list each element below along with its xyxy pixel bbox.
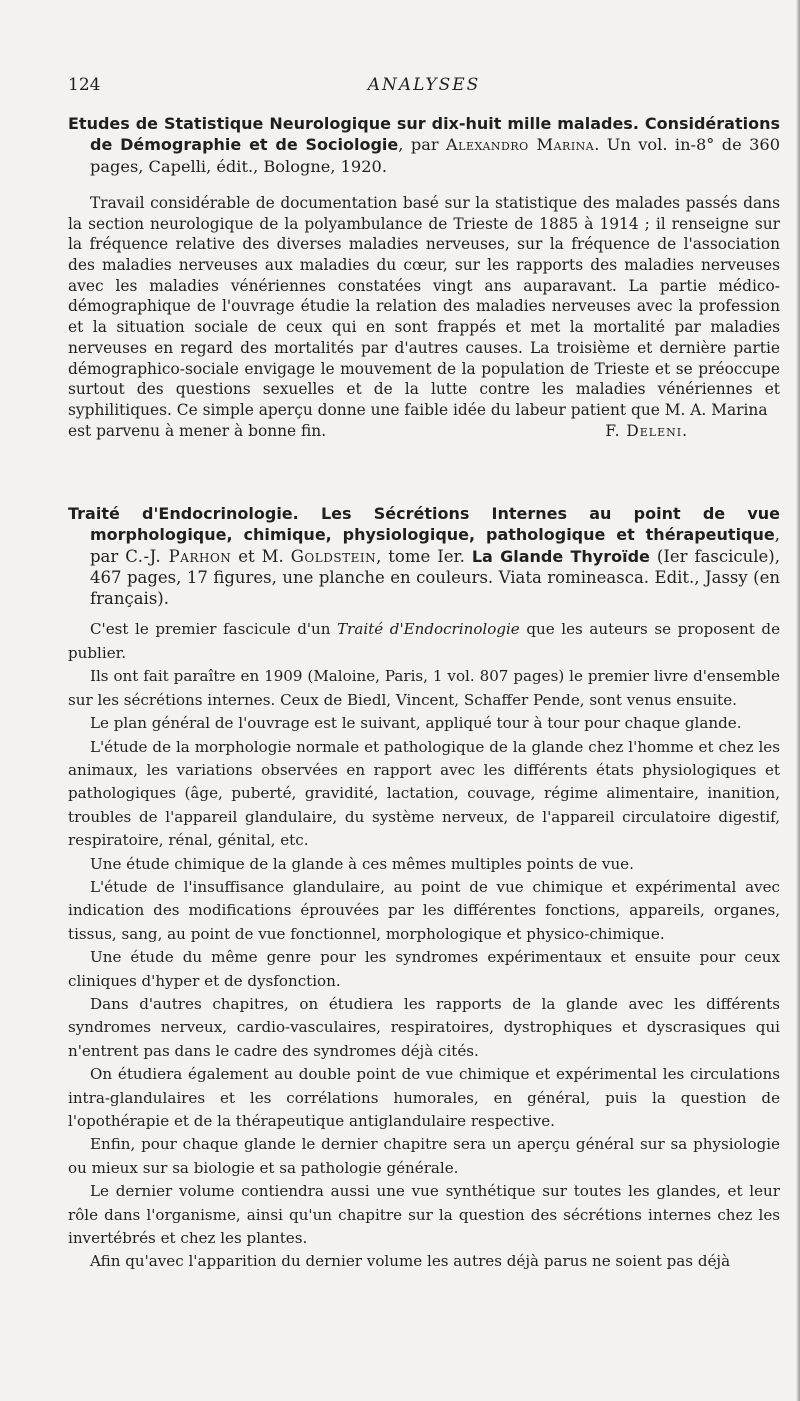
heading-prefix: , par [90,525,780,566]
review-paragraph: L'étude de la morphologie normale et pathologique de la glande chez l'homme et chez les animaux, les variations observées en rapport avec les différents états physiologiques et pathologiques (âge, puberté, gravidité, lactation, couvage, régime alimentaire, inanition, troubles de l'appareil glandulaire, du système nerveux, de l'appareil circulatoire digestif, respiratoire, rénal, génital, etc. [68,737,780,850]
running-title: ANALYSES [367,75,481,95]
review-paragraph: Afin qu'avec l'apparition du dernier volume les autres déjà parus ne soient pas déjà [90,1252,731,1271]
review-paragraph: Ils ont fait paraître en 1909 (Maloine, Paris, 1 vol. 807 pages) le premier livre d'ensemble sur les sécrétions internes. Ceux de Biedl, Vincent, Schaffer Pende, sont venus ensuite. [68,667,780,709]
book-subtitle: La Glande Thyroïde [471,546,650,566]
review-paragraph: Travail considérable de documentation basé sur la statistique des malades passés dans la section neurologique de la polyambulance de Trieste de 1885 à 1914 ; il renseigne sur la fréquence relative des diverses maladies nerveuses, sur la fréquence de l'association des maladies nerveuses aux maladies du cœur, sur les rapports des maladies nerveuses avec les maladies vénériennes constatées vingt ans auparavant. La partie médico-démographique de l'ouvrage étudie la relation des maladies nerveuses avec la profession et la situation sociale de ceux qui en sont frappés et met la mortalité par maladies nerveuses en regard des mortalités par d'autres causes. La troisième et dernière partie démographico-sociale envigage le mouvement de la population de Trieste et se préoccupe surtout des questions sexuelles et de la lutte contre les maladies vénériennes et syphilitiques. Ce simple aperçu donne une faible idée du labeur patient que M. A. Marina [68,193,780,419]
review-heading [68,503,780,609]
review-parhon [68,503,780,1274]
reviewer-signature: F. Deleni. [605,421,688,440]
review-paragraph: Le dernier volume contiendra aussi une vue synthétique sur toutes les glandes, et leur rôle dans l'organisme, ainsi qu'un chapitre sur la question des sécrétions internes chez les invertébrés et chez les plantes. [68,1182,780,1248]
book-author: Alexandro Marina [445,135,595,155]
review-paragraph: Enfin, pour chaque glande le dernier chapitre sera un aperçu général sur sa physiologie ou mieux sur sa biologie et sa pathologie générale. [68,1135,780,1177]
italic-title: Traité d'Endocrinologie [337,620,520,639]
heading-prefix: , par [398,135,446,155]
page-edge-shadow [796,0,800,1401]
tome-info: , tome Ier. [376,546,472,566]
review-marina [68,113,780,441]
book-coauthor: Goldstein [290,546,377,566]
signature-line [68,421,780,442]
review-heading [68,113,780,177]
review-body [68,193,780,441]
author-join: et M. [231,546,291,566]
review-paragraph: C'est le premier fascicule d'un Traité d'Endocrinologie que les auteurs se proposent de publier. [68,620,780,662]
publication-info: (Ier fascicule), 467 pages, 17 figures, une planche en couleurs. Viata romineasca. Edit., Jassy (en français). [90,546,780,609]
book-author: C.-J. Parhon [125,546,232,566]
review-paragraph: Dans d'autres chapitres, on étudiera les rapports de la glande avec les différents syndromes nerveux, cardio-vasculaires, respiratoires, dystrophiques et dyscrasiques qui n'entrent pas dans le cadre des syndromes déjà cités. [68,994,780,1060]
review-paragraph: Une étude du même genre pour les syndromes expérimentaux et ensuite pour ceux cliniques d'hyper et de dysfonction. [68,948,780,990]
review-paragraph: L'étude de l'insuffisance glandulaire, au point de vue chimique et expérimental avec indication des modifications éprouvées par les différentes fonctions, appareils, organes, tissus, sang, au point de vue fonctionnel, morphologique et physico-chimique. [68,877,780,943]
page-number: 124 [68,75,101,95]
book-title: Etudes de Statistique Neurologique sur dix-huit mille malades. Considérations de Démographie et de Sociologie [68,114,780,155]
review-paragraph: Le plan général de l'ouvrage est le suivant, appliqué tour à tour pour chaque glande. [90,714,742,733]
review-body [68,618,780,1273]
review-paragraph: Une étude chimique de la glande à ces mêmes multiples points de vue. [90,854,634,873]
publication-info: . Un vol. in-8° de 360 pages, Capelli, édit., Bologne, 1920. [90,135,780,176]
book-title: Traité d'Endocrinologie. Les Sécrétions Internes au point de vue morphologique, chimique, physiologique, pathologique et thérapeutique [68,504,780,545]
review-paragraph: On étudiera également au double point de vue chimique et expérimental les circulations intra-glandulaires et les corrélations humorales, en général, puis la question de l'opothérapie et de la thérapeutique antiglandulaire respective. [68,1065,780,1131]
review-last-line: est parvenu à mener à bonne fin. [68,421,327,440]
